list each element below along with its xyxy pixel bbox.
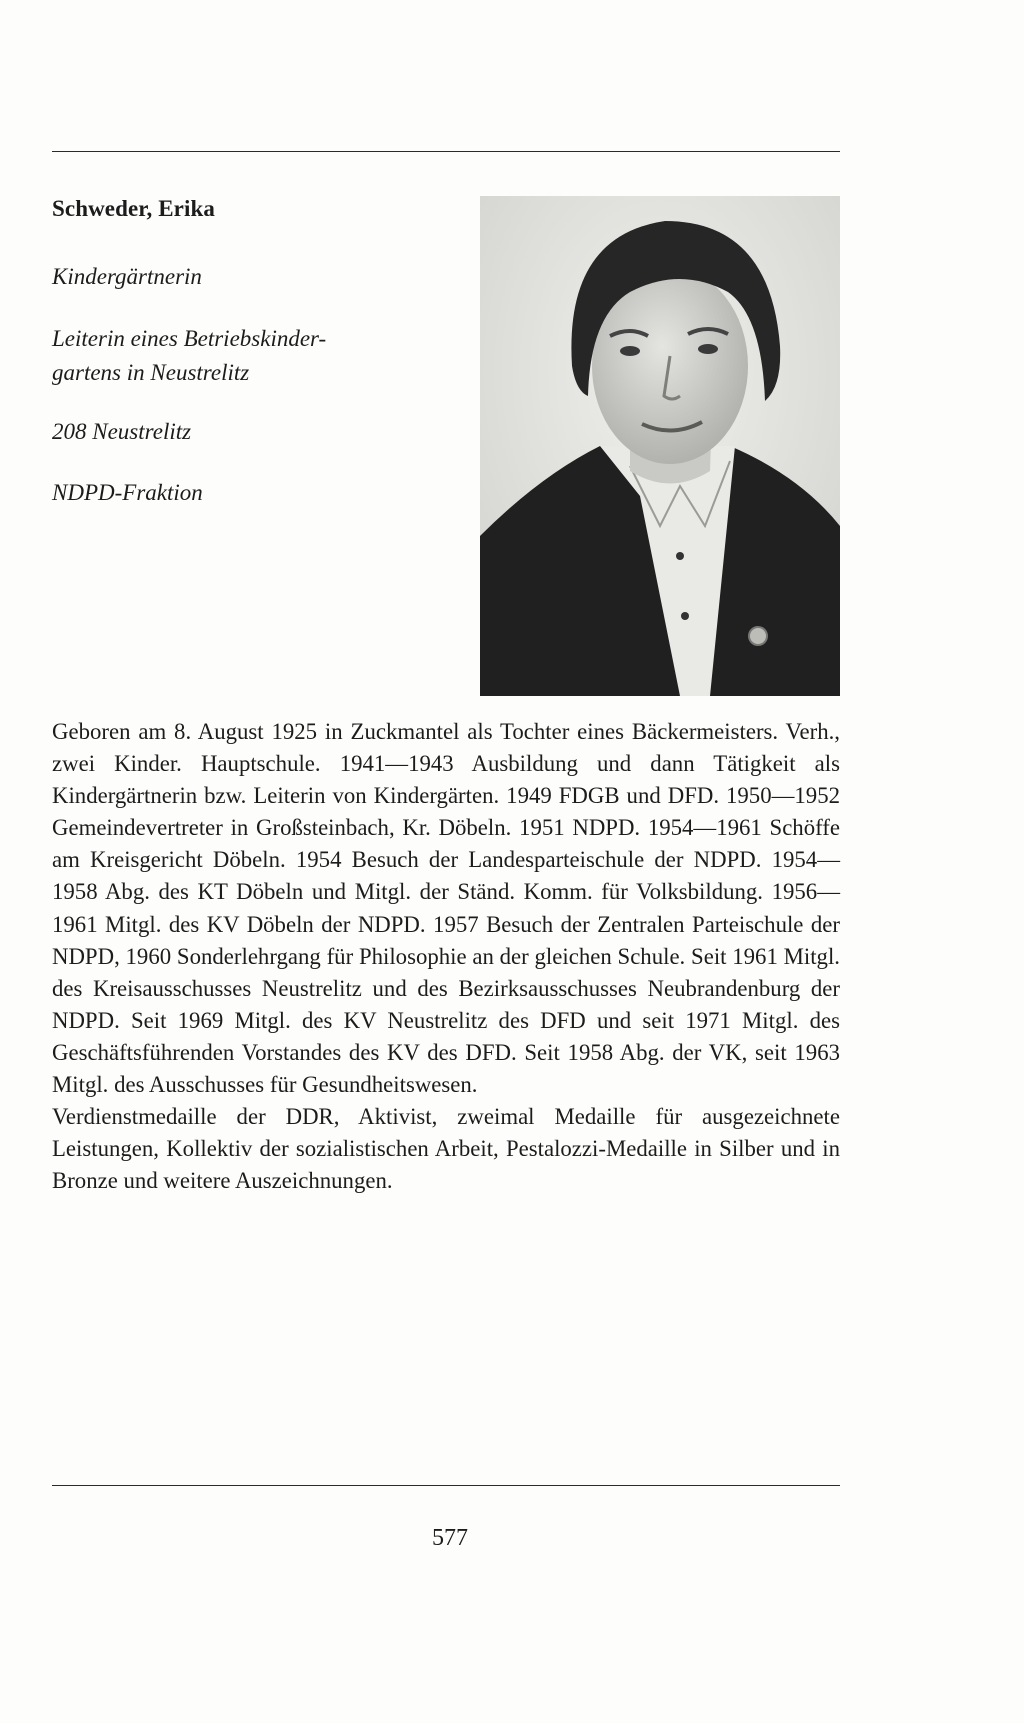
- person-name: Schweder, Erika: [52, 196, 215, 221]
- address: 208 Neustrelitz: [52, 419, 192, 444]
- top-rule: [52, 151, 840, 152]
- biography-career: Geboren am 8. August 1925 in Zuckmantel als Tochter eines Bäckermeisters. Verh., zwei Kinder. Hauptschule. 1941—1943 Ausbildung und dann Tätigkeit als Kindergärtnerin bzw. Leiterin von Kindergärten. 1949 FDGB und DFD. 1950—1952 Gemeindevertreter in Großsteinbach, Kr. Döbeln. 1951 NDPD. 1954—1961 Schöffe am Kreisgericht Döbeln. 1954 Besuch der Landesparteischule der NDPD. 1954—1958 Abg. des KT Döbeln und Mitgl. der Ständ. Komm. für Volksbildung. 1956—1961 Mitgl. des KV Döbeln der NDPD. 1957 Besuch der Zentralen Parteischule der NDPD, 1960 Sonderlehrgang für Philosophie an der gleichen Schule. Seit 1961 Mitgl. des Kreisausschusses Neustrelitz und des Bezirksausschusses Neubrandenburg der NDPD. Seit 1969 Mitgl. des KV Neustrelitz des DFD und seit 1971 Mitgl. des Geschäftsführenden Vorstandes des KV des DFD. Seit 1958 Abg. der VK, seit 1963 Mitgl. des Ausschusses für Gesundheitswesen.: [52, 719, 840, 1098]
- faction: NDPD-Fraktion: [52, 480, 203, 505]
- bottom-rule: [52, 1485, 840, 1486]
- profession: Kindergärtnerin: [52, 264, 202, 289]
- biography-awards: Verdienstmedaille der DDR, Aktivist, zweimal Medaille für ausgezeichnete Leistungen, Kollektiv der sozialistischen Arbeit, Pestalozzi-Medaille in Silber und in Bronze und weitere Auszeichnungen.: [52, 1104, 840, 1194]
- biography: [52, 716, 840, 1197]
- portrait-photo: [480, 196, 840, 696]
- position: Leiterin eines Betriebskinder-gartens in Neustrelitz: [52, 326, 327, 385]
- page-number: 577: [432, 1525, 468, 1551]
- portrait-illustration: [480, 196, 840, 696]
